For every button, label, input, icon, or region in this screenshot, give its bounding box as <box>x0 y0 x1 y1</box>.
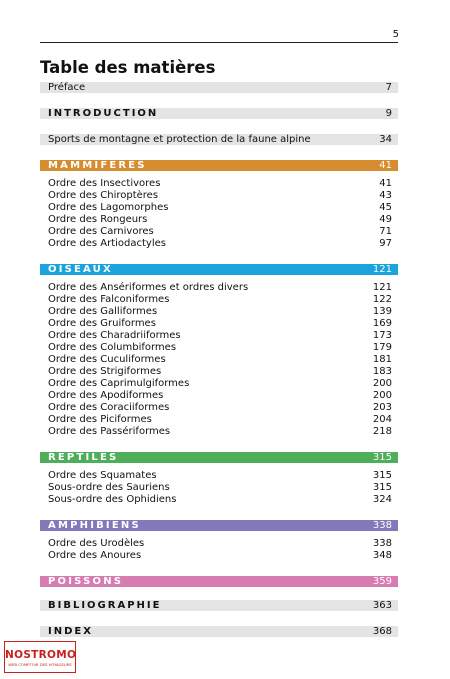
entry-label: Sous-ordre des Sauriens <box>48 482 170 493</box>
section-amphibiens-label: AMPHIBIENS <box>48 520 141 531</box>
entry-page: 121 <box>372 282 392 293</box>
entry-page: 97 <box>379 238 392 249</box>
entry-page: 204 <box>372 414 392 425</box>
entry-label: Ordre des Apodiformes <box>48 390 164 401</box>
entry-page: 169 <box>372 318 392 329</box>
entry-page: 49 <box>379 214 392 225</box>
toc-entry[interactable] <box>48 470 392 482</box>
entry-page: 45 <box>379 202 392 213</box>
toc-entry[interactable] <box>48 402 392 414</box>
entry-page: 43 <box>379 190 392 201</box>
entry-label: Ordre des Columbiformes <box>48 342 177 353</box>
section-header-amphibiens[interactable] <box>40 520 398 531</box>
stamp-tagline: WEB COMPTOIR DES VOYAGEURS <box>8 662 72 667</box>
section-oiseaux-label: OISEAUX <box>48 264 113 275</box>
section-oiseaux-page: 121 <box>372 264 392 275</box>
header-rule <box>40 42 398 43</box>
entry-page: 71 <box>379 226 392 237</box>
stamp-name: NOSTROMO <box>5 649 77 661</box>
toc-entry[interactable] <box>48 366 392 378</box>
section-mammiferes-page: 41 <box>379 160 392 171</box>
toc-entry[interactable] <box>48 494 392 506</box>
toc-preface[interactable] <box>40 82 398 93</box>
toc-entry[interactable] <box>48 482 392 494</box>
entry-label: Ordre des Caprimulgiformes <box>48 378 190 389</box>
entry-page: 181 <box>372 354 392 365</box>
toc-entry[interactable] <box>48 318 392 330</box>
section-header-poissons[interactable] <box>40 576 398 587</box>
entry-page: 139 <box>372 306 392 317</box>
reptiles-list <box>48 470 392 506</box>
toc-entry[interactable] <box>48 238 392 250</box>
entry-label: Ordre des Urodèles <box>48 538 145 549</box>
toc-bibliographie[interactable] <box>40 600 398 611</box>
toc-entry[interactable] <box>48 414 392 426</box>
entry-label: Ordre des Carnivores <box>48 226 154 237</box>
toc-entry[interactable] <box>48 378 392 390</box>
entry-label: Ordre des Anoures <box>48 550 142 561</box>
toc-entry[interactable] <box>48 178 392 190</box>
amphibiens-list <box>48 538 392 562</box>
toc-index-label: INDEX <box>48 626 93 637</box>
entry-label: Ordre des Piciformes <box>48 414 152 425</box>
section-poissons-page: 359 <box>372 576 392 587</box>
entry-page: 338 <box>372 538 392 549</box>
entry-page: 122 <box>372 294 392 305</box>
entry-page: 324 <box>372 494 392 505</box>
toc-entry[interactable] <box>48 342 392 354</box>
entry-label: Ordre des Falconiformes <box>48 294 170 305</box>
entry-label: Ordre des Squamates <box>48 470 157 481</box>
entry-label: Ordre des Ansériformes et ordres divers <box>48 282 249 293</box>
entry-label: Ordre des Cuculiformes <box>48 354 166 365</box>
toc-index[interactable] <box>40 626 398 637</box>
page-title: Table des matières <box>40 58 216 77</box>
entry-label: Ordre des Strigiformes <box>48 366 162 377</box>
toc-sports-label: Sports de montagne et protection de la faune alpine <box>48 134 311 145</box>
entry-page: 179 <box>372 342 392 353</box>
section-amphibiens-page: 338 <box>372 520 392 531</box>
toc-index-page: 368 <box>372 626 392 637</box>
toc-sports[interactable] <box>40 134 398 145</box>
entry-label: Ordre des Lagomorphes <box>48 202 169 213</box>
toc-entry[interactable] <box>48 354 392 366</box>
entry-label: Ordre des Coraciiformes <box>48 402 170 413</box>
toc-introduction-label: INTRODUCTION <box>48 108 159 119</box>
entry-label: Ordre des Rongeurs <box>48 214 148 225</box>
entry-page: 173 <box>372 330 392 341</box>
entry-page: 183 <box>372 366 392 377</box>
entry-page: 348 <box>372 550 392 561</box>
toc-entry[interactable] <box>48 214 392 226</box>
toc-bibliographie-label: BIBLIOGRAPHIE <box>48 600 162 611</box>
toc-entry[interactable] <box>48 426 392 438</box>
toc-sports-page: 34 <box>379 134 392 145</box>
toc-preface-label: Préface <box>48 82 86 93</box>
section-header-oiseaux[interactable] <box>40 264 398 275</box>
entry-label: Sous-ordre des Ophidiens <box>48 494 177 505</box>
toc-entry[interactable] <box>48 550 392 562</box>
toc-entry[interactable] <box>48 306 392 318</box>
entry-label: Ordre des Galliformes <box>48 306 158 317</box>
section-mammiferes-label: MAMMIFERES <box>48 160 147 171</box>
entry-page: 41 <box>379 178 392 189</box>
entry-page: 200 <box>372 390 392 401</box>
section-poissons-label: POISSONS <box>48 576 124 587</box>
section-header-reptiles[interactable] <box>40 452 398 463</box>
section-header-mammiferes[interactable] <box>40 160 398 171</box>
watermark-stamp <box>4 641 76 673</box>
entry-label: Ordre des Charadriiformes <box>48 330 181 341</box>
entry-label: Ordre des Artiodactyles <box>48 238 166 249</box>
entry-label: Ordre des Chiroptères <box>48 190 159 201</box>
toc-entry[interactable] <box>48 390 392 402</box>
entry-page: 218 <box>372 426 392 437</box>
section-reptiles-page: 315 <box>372 452 392 463</box>
entry-page: 200 <box>372 378 392 389</box>
mammiferes-list <box>48 178 392 250</box>
toc-entry[interactable] <box>48 282 392 294</box>
entry-page: 203 <box>372 402 392 413</box>
toc-entry[interactable] <box>48 294 392 306</box>
entry-page: 315 <box>372 470 392 481</box>
entry-page: 315 <box>372 482 392 493</box>
toc-preface-page: 7 <box>385 82 392 93</box>
toc-entry[interactable] <box>48 538 392 550</box>
entry-label: Ordre des Gruiformes <box>48 318 156 329</box>
oiseaux-list <box>48 282 392 438</box>
toc-entry[interactable] <box>48 330 392 342</box>
toc-introduction[interactable] <box>40 108 398 119</box>
toc-introduction-page: 9 <box>385 108 392 119</box>
entry-label: Ordre des Passériformes <box>48 426 171 437</box>
toc-entry[interactable] <box>48 202 392 214</box>
toc-entry[interactable] <box>48 190 392 202</box>
toc-entry[interactable] <box>48 226 392 238</box>
page-number: 5 <box>392 29 399 40</box>
section-reptiles-label: REPTILES <box>48 452 119 463</box>
toc-bibliographie-page: 363 <box>372 600 392 611</box>
entry-label: Ordre des Insectivores <box>48 178 161 189</box>
